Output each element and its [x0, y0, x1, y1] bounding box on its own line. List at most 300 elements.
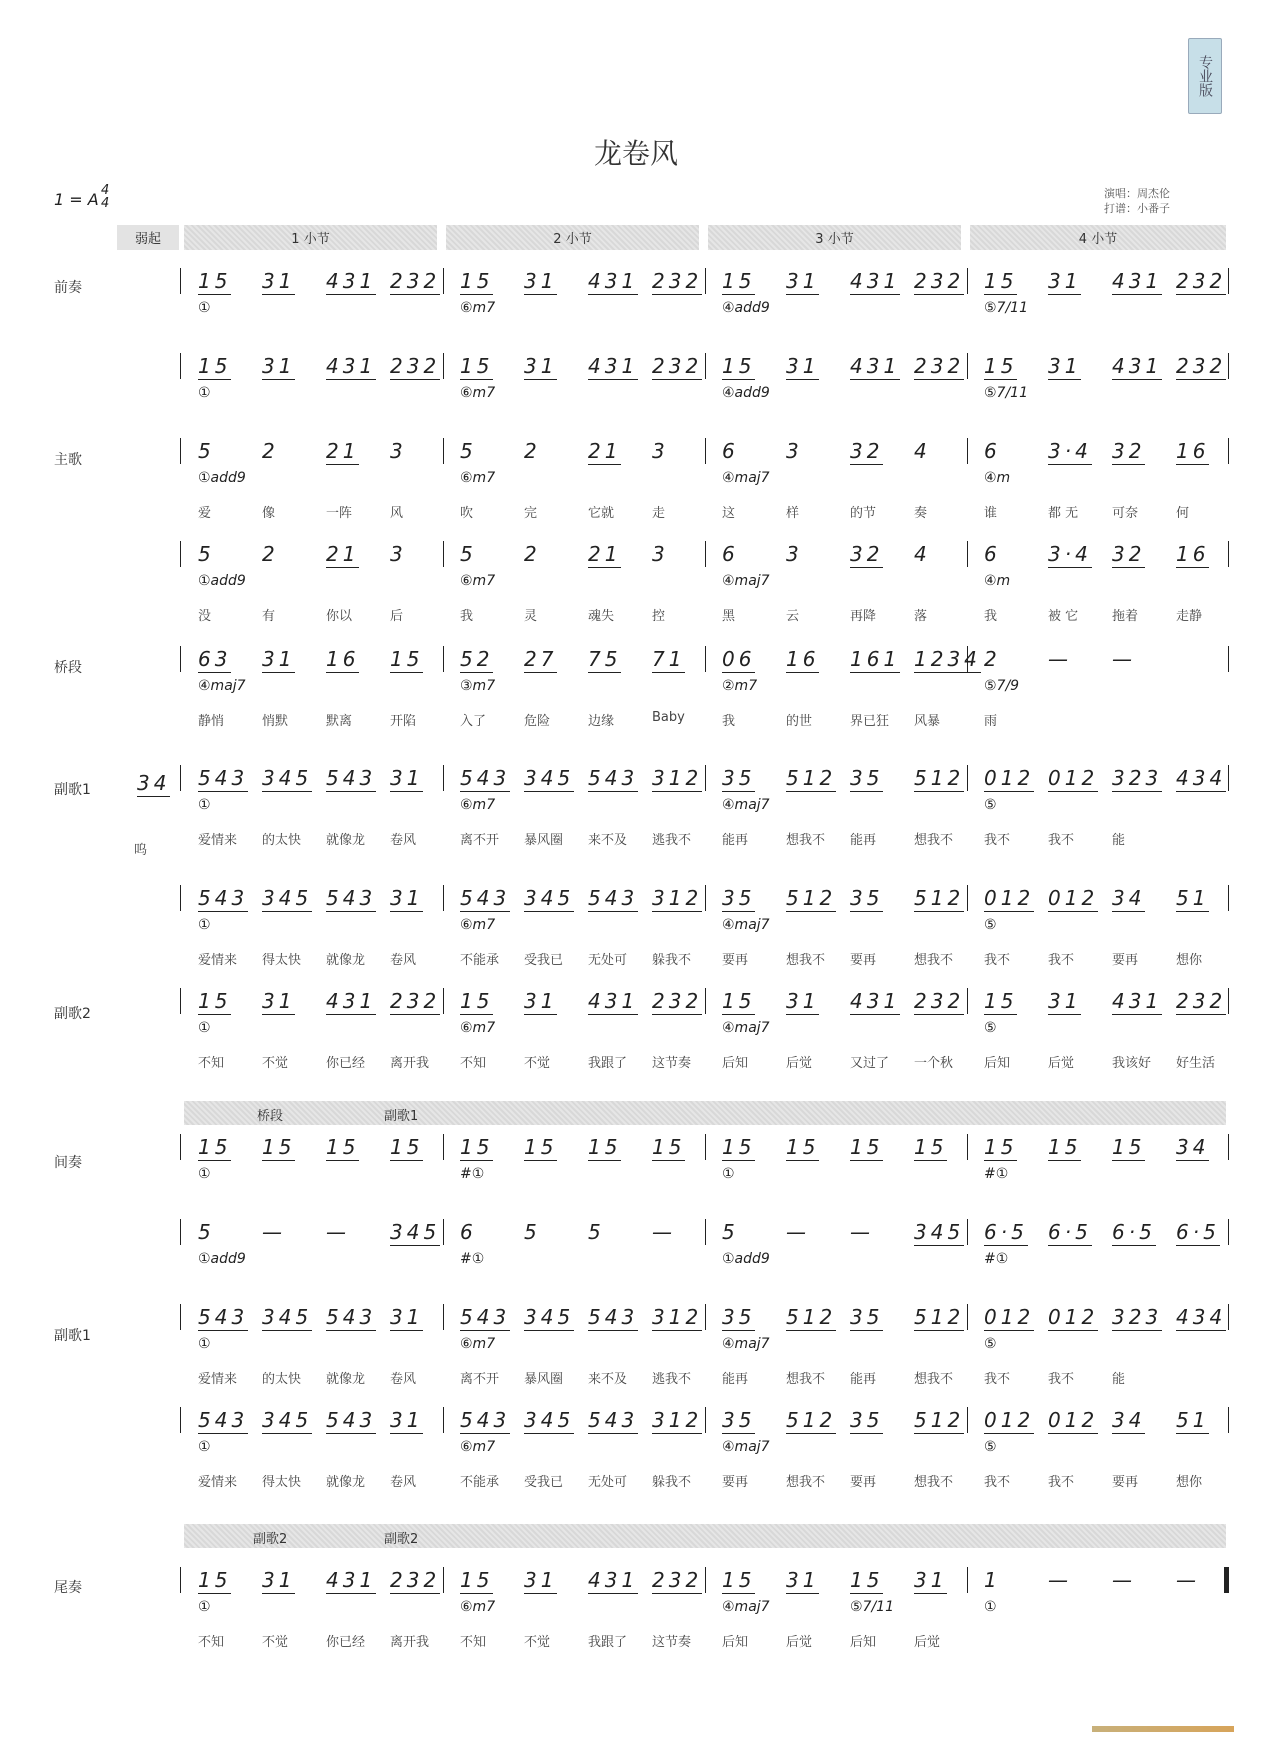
chord-symbol: ⑤7/11 [850, 1599, 894, 1615]
note: 5 [198, 542, 215, 566]
note: 6 [722, 439, 739, 463]
chord-symbol: ⑥m7 [460, 470, 496, 486]
chord-symbol: ⑤7/9 [984, 678, 1020, 694]
note: 5 [460, 439, 477, 463]
note: 345 [390, 1220, 441, 1244]
barline [967, 353, 968, 379]
barline [967, 885, 968, 911]
barline [443, 1134, 444, 1160]
chord-symbol: ⑥m7 [460, 1020, 496, 1036]
barline [443, 646, 444, 672]
note: 232 [652, 1568, 703, 1592]
lyric: 我跟了 [588, 1056, 628, 1071]
note: 345 [524, 886, 575, 910]
note: 431 [1112, 269, 1163, 293]
lyric: 能再 [850, 833, 877, 848]
lyric: 要再 [850, 1475, 877, 1490]
note: 1 [984, 1568, 1001, 1592]
note: 543 [588, 1305, 639, 1329]
barline [705, 438, 706, 464]
lyric: 走 [652, 506, 666, 521]
note: 06 [722, 647, 756, 671]
note: 434 [1176, 1305, 1227, 1329]
barline [967, 268, 968, 294]
edition-label: 专业版 [1197, 55, 1213, 97]
lyric: 逃我不 [652, 833, 692, 848]
lyric: 谁 [984, 506, 998, 521]
lyric: 卷风 [390, 953, 417, 968]
note: 51 [1176, 886, 1210, 910]
note: 345 [524, 1408, 575, 1432]
chord-symbol: ⑥m7 [460, 300, 496, 316]
note: 15 [460, 269, 494, 293]
note: — [1048, 647, 1072, 671]
lyric: 要再 [1112, 953, 1139, 968]
note: 34 [1176, 1135, 1210, 1159]
chord-symbol: #① [460, 1166, 485, 1182]
note: 012 [984, 886, 1035, 910]
note: 15 [1048, 1135, 1082, 1159]
note: 012 [1048, 886, 1099, 910]
note: 512 [786, 766, 837, 790]
section-label-chorus1-repeat: 副歌1 [54, 1328, 91, 1344]
pickup-header: 弱起 [117, 225, 179, 250]
barline [180, 1407, 181, 1433]
chord-symbol: ⑤ [984, 917, 997, 933]
chord-symbol: #① [460, 1251, 485, 1267]
note: 15 [198, 989, 232, 1013]
lyric: 卷风 [390, 1475, 417, 1490]
note: 512 [914, 1408, 965, 1432]
lyric: 都 无 [1048, 506, 1079, 521]
note: 31 [524, 989, 558, 1013]
note: 5 [722, 1220, 739, 1244]
lyric: 这 [722, 506, 736, 521]
note: 31 [786, 1568, 820, 1592]
lyric: 界已狂 [850, 714, 890, 729]
chord-symbol: ④maj7 [198, 678, 246, 694]
lyric: 要再 [722, 953, 749, 968]
lyric: 默离 [326, 714, 353, 729]
lyric: 爱情来 [198, 1372, 238, 1387]
lyric: 再降 [850, 609, 877, 624]
chord-symbol: ⑤ [984, 1336, 997, 1352]
note: 34 [1112, 1408, 1146, 1432]
lyric: 雨 [984, 714, 998, 729]
chord-symbol: ① [198, 1439, 211, 1455]
note: 232 [390, 269, 441, 293]
note: 2 [262, 542, 279, 566]
lyric: 我不 [1048, 1372, 1075, 1387]
note: 15 [390, 647, 424, 671]
note: 31 [262, 647, 296, 671]
lyric: 不觉 [262, 1056, 289, 1071]
chord-symbol: ⑥m7 [460, 917, 496, 933]
chord-symbol: ① [722, 1166, 735, 1182]
note: 543 [588, 886, 639, 910]
note: 512 [786, 886, 837, 910]
lyric: 我不 [1048, 833, 1075, 848]
note: 5 [524, 1220, 541, 1244]
note: 63 [198, 647, 232, 671]
lyric: 想我不 [786, 1372, 826, 1387]
lyric: 要再 [722, 1475, 749, 1490]
barline [1228, 765, 1229, 791]
note: 345 [524, 1305, 575, 1329]
note: 543 [460, 886, 511, 910]
chord-symbol: #① [984, 1166, 1009, 1182]
lyric: 我 [722, 714, 736, 729]
lyric: 完 [524, 506, 538, 521]
lyric: 云 [786, 609, 800, 624]
note: 543 [326, 1408, 377, 1432]
lyric: 能再 [850, 1372, 877, 1387]
lyric: 我不 [984, 953, 1011, 968]
barline [967, 1407, 968, 1433]
note: 2 [262, 439, 279, 463]
barline [705, 268, 706, 294]
lyric: 又过了 [850, 1056, 890, 1071]
note: — [262, 1220, 286, 1244]
barline [443, 988, 444, 1014]
note: 15 [722, 269, 756, 293]
note: 31 [524, 354, 558, 378]
chord-symbol: ⑥m7 [460, 797, 496, 813]
chord-symbol: ⑤ [984, 1020, 997, 1036]
note: 16 [1176, 439, 1210, 463]
note: 31 [786, 989, 820, 1013]
lyric: 落 [914, 609, 928, 624]
lyric: 可奈 [1112, 506, 1139, 521]
note: 15 [984, 989, 1018, 1013]
note: 15 [198, 269, 232, 293]
lyric: 它就 [588, 506, 615, 521]
note: 434 [1176, 766, 1227, 790]
lyric: 有 [262, 609, 276, 624]
barline [443, 438, 444, 464]
section-label-bridge: 桥段 [54, 660, 82, 676]
note: 15 [652, 1135, 686, 1159]
barline [705, 1304, 706, 1330]
note: 31 [390, 886, 424, 910]
lyric: 入了 [460, 714, 487, 729]
note: 312 [652, 1305, 703, 1329]
note: 232 [1176, 269, 1227, 293]
note: 431 [326, 1568, 377, 1592]
barline [180, 438, 181, 464]
lyric: 这节奏 [652, 1056, 692, 1071]
barline [180, 353, 181, 379]
chord-symbol: ① [198, 300, 211, 316]
lyric: 开陷 [390, 714, 417, 729]
note: 512 [786, 1408, 837, 1432]
barline [967, 988, 968, 1014]
lyric: 你已经 [326, 1635, 366, 1650]
lyric: 要再 [850, 953, 877, 968]
chord-symbol: ②m7 [722, 678, 758, 694]
barline [967, 765, 968, 791]
lyric: 样 [786, 506, 800, 521]
barline [705, 646, 706, 672]
note: 35 [850, 886, 884, 910]
note: 15 [460, 354, 494, 378]
lyric: 我 [460, 609, 474, 624]
note: 232 [1176, 354, 1227, 378]
note: 31 [524, 269, 558, 293]
barline [443, 1567, 444, 1593]
note: 31 [786, 354, 820, 378]
note: 431 [1112, 989, 1163, 1013]
chord-symbol: ④maj7 [722, 1336, 770, 1352]
lyric: 后觉 [786, 1056, 813, 1071]
lyric: 我不 [984, 1372, 1011, 1387]
lyric: 不知 [460, 1056, 487, 1071]
note: — [1176, 1568, 1200, 1592]
lyric: 爱情来 [198, 953, 238, 968]
note: 21 [326, 439, 360, 463]
note: 312 [652, 886, 703, 910]
note: 431 [326, 354, 377, 378]
note: 431 [588, 1568, 639, 1592]
barline [180, 268, 181, 294]
time-signature-top: 4 [101, 183, 110, 198]
lyric: 不知 [198, 1635, 225, 1650]
note: 431 [588, 989, 639, 1013]
lyric: 我 [984, 609, 998, 624]
lyric: 不知 [460, 1635, 487, 1650]
note: 232 [390, 354, 441, 378]
note: 15 [460, 1135, 494, 1159]
barline [443, 541, 444, 567]
barline [180, 541, 181, 567]
barline [1228, 353, 1229, 379]
note: 232 [390, 1568, 441, 1592]
lyric: 受我已 [524, 1475, 564, 1490]
note: 15 [984, 1135, 1018, 1159]
note: 32 [1112, 542, 1146, 566]
note: 345 [262, 766, 313, 790]
note: 3·4 [1048, 542, 1092, 566]
chord-symbol: ⑤7/11 [984, 300, 1028, 316]
barline [443, 1219, 444, 1245]
note: 012 [1048, 1408, 1099, 1432]
barline [180, 885, 181, 911]
note: 6·5 [984, 1220, 1028, 1244]
barline [180, 1219, 181, 1245]
chord-symbol: ⑤ [984, 797, 997, 813]
note: 543 [198, 766, 249, 790]
measure-header-3: 3 小节 [708, 225, 961, 250]
chord-symbol: ⑥m7 [460, 1336, 496, 1352]
note: 2 [984, 647, 1001, 671]
note: 431 [588, 354, 639, 378]
note: 6 [984, 542, 1001, 566]
chord-symbol: ① [198, 797, 211, 813]
note: — [1048, 1568, 1072, 1592]
chord-symbol: ④maj7 [722, 573, 770, 589]
note: 2 [524, 542, 541, 566]
lyric: 离不开 [460, 1372, 500, 1387]
lyric: 离不开 [460, 833, 500, 848]
section-bar-1-label-b: 副歌1 [384, 1109, 419, 1124]
lyric: 控 [652, 609, 666, 624]
note: 323 [1112, 766, 1163, 790]
lyric: 不觉 [262, 1635, 289, 1650]
lyric: 离开我 [390, 1635, 430, 1650]
note: 3 [390, 439, 407, 463]
note: 232 [390, 989, 441, 1013]
note: 15 [198, 1568, 232, 1592]
note: — [850, 1220, 874, 1244]
note: 232 [652, 354, 703, 378]
barline [705, 1567, 706, 1593]
barline [180, 765, 181, 791]
lyric: 能 [1112, 833, 1126, 848]
lyric: 就像龙 [326, 1372, 366, 1387]
note: 345 [262, 1408, 313, 1432]
note: 21 [326, 542, 360, 566]
barline [1228, 541, 1229, 567]
lyric: 一阵 [326, 506, 353, 521]
lyric: 走静 [1176, 609, 1203, 624]
note: 543 [326, 1305, 377, 1329]
note: 232 [652, 269, 703, 293]
note: 232 [914, 989, 965, 1013]
lyric: 静悄 [198, 714, 225, 729]
note: 15 [460, 989, 494, 1013]
lyric: 不能承 [460, 1475, 500, 1490]
note: 15 [326, 1135, 360, 1159]
section-bar-1 [184, 1101, 1226, 1125]
time-signature-bottom: 4 [101, 196, 110, 211]
note: 512 [786, 1305, 837, 1329]
note: 31 [524, 1568, 558, 1592]
lyric: 卷风 [390, 833, 417, 848]
chord-symbol: ①add9 [198, 470, 246, 486]
note: 34 [1112, 886, 1146, 910]
barline [1228, 1304, 1229, 1330]
note: 15 [198, 354, 232, 378]
note: 232 [652, 989, 703, 1013]
note: 31 [262, 354, 296, 378]
lyric: 我不 [1048, 1475, 1075, 1490]
lyric: 想我不 [786, 1475, 826, 1490]
note: 345 [262, 1305, 313, 1329]
chord-symbol: ①add9 [198, 573, 246, 589]
barline [180, 646, 181, 672]
note: 4 [914, 439, 931, 463]
note: 345 [914, 1220, 965, 1244]
lyric: 无处可 [588, 1475, 628, 1490]
note: 31 [262, 269, 296, 293]
note: — [326, 1220, 350, 1244]
chord-symbol: ④maj7 [722, 1599, 770, 1615]
lyric: 躲我不 [652, 1475, 692, 1490]
note: 75 [588, 647, 622, 671]
pickup-lyric: 呜 [134, 843, 148, 858]
note: 3 [652, 439, 669, 463]
measure-header-4: 4 小节 [970, 225, 1226, 250]
chord-symbol: ⑥m7 [460, 385, 496, 401]
note: 543 [460, 766, 511, 790]
chord-symbol: ④m [984, 470, 1011, 486]
lyric: 灵 [524, 609, 538, 624]
chord-symbol: ①add9 [198, 1251, 246, 1267]
note: 431 [326, 989, 377, 1013]
note: — [786, 1220, 810, 1244]
barline [443, 1304, 444, 1330]
barline [1228, 646, 1229, 672]
note: 31 [262, 989, 296, 1013]
note: 6·5 [1112, 1220, 1156, 1244]
note: 15 [390, 1135, 424, 1159]
lyric: 得太快 [262, 953, 302, 968]
note: 1234 [914, 647, 981, 671]
lyric: 想我不 [786, 953, 826, 968]
note: 012 [1048, 1305, 1099, 1329]
note: 543 [198, 886, 249, 910]
lyric: 不能承 [460, 953, 500, 968]
note: 4 [914, 542, 931, 566]
lyric: 后知 [850, 1635, 877, 1650]
note: 16 [326, 647, 360, 671]
lyric: 想你 [1176, 953, 1203, 968]
note: 21 [588, 542, 622, 566]
lyric: 没 [198, 609, 212, 624]
chord-symbol: ④maj7 [722, 1439, 770, 1455]
key-signature: 1 = A [54, 190, 99, 209]
edition-badge [1188, 38, 1222, 114]
lyric: 后知 [722, 1635, 749, 1650]
barline [1228, 885, 1229, 911]
note: 512 [914, 886, 965, 910]
barline [705, 1407, 706, 1433]
barline [967, 1567, 968, 1593]
note: 6·5 [1176, 1220, 1220, 1244]
note: 15 [850, 1135, 884, 1159]
lyric: 的世 [786, 714, 813, 729]
chord-symbol: ⑥m7 [460, 1599, 496, 1615]
singer-credit: 演唱：周杰伦 [1104, 187, 1170, 200]
barline [705, 885, 706, 911]
section-label-chorus1: 副歌1 [54, 782, 91, 798]
note: 52 [460, 647, 494, 671]
barline [705, 541, 706, 567]
lyric: 得太快 [262, 1475, 302, 1490]
watermark [138, 519, 184, 592]
barline [1228, 1407, 1229, 1433]
note: 31 [1048, 354, 1082, 378]
note: 2 [524, 439, 541, 463]
lyric: 一个秋 [914, 1056, 954, 1071]
note: 012 [984, 1305, 1035, 1329]
note: 3·4 [1048, 439, 1092, 463]
lyric: 吹 [460, 506, 474, 521]
note: 31 [1048, 989, 1082, 1013]
note: 012 [1048, 766, 1099, 790]
lyric: 要再 [1112, 1475, 1139, 1490]
lyric: 后知 [722, 1056, 749, 1071]
lyric: 能再 [722, 833, 749, 848]
lyric: 魂失 [588, 609, 615, 624]
note: 6 [722, 542, 739, 566]
note: 32 [1112, 439, 1146, 463]
chord-symbol: ④add9 [722, 300, 770, 316]
lyric: 的节 [850, 506, 877, 521]
time-signature [101, 184, 109, 210]
note: 31 [914, 1568, 948, 1592]
note: 15 [722, 1135, 756, 1159]
